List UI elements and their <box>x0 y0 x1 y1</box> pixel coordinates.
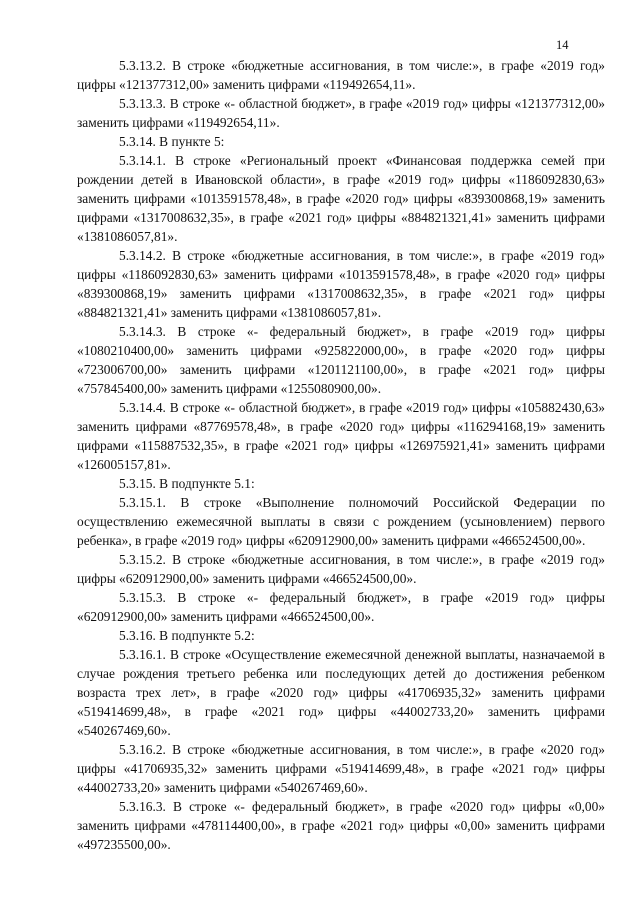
paragraph-5-3-14-1: 5.3.14.1. В строке «Региональный проект «Финансовая поддержка семей при рождении детей в Ивановской области», в графе «2019 год» цифры «1186092830,63» заменить цифрами «1013591578,48», в графе «2020 год» цифры «839300868,19» заменить цифрами «1317008632,35», в графе «2021 год» цифры «884821321,41» заменить цифрами «1381086057,81». <box>77 153 605 244</box>
paragraph-5-3-15-3: 5.3.15.3. В строке «- федеральный бюджет», в графе «2019 год» цифры «620912900,00» заменить цифрами «466524500,00». <box>77 590 605 624</box>
paragraph-5-3-15-1: 5.3.15.1. В строке «Выполнение полномочий Российской Федерации по осуществлению ежемесячной выплаты в связи с рождением (усыновлением) первого ребенка», в графе «2019 год» цифры «620912900,00» заменить цифрами «466524500,00». <box>77 495 605 548</box>
paragraph-5-3-13-3: 5.3.13.3. В строке «- областной бюджет», в графе «2019 год» цифры «121377312,00» заменить цифрами «119492654,11». <box>77 96 605 130</box>
paragraph-5-3-15: 5.3.15. В подпункте 5.1: <box>119 476 255 491</box>
paragraph-5-3-16-2: 5.3.16.2. В строке «бюджетные ассигнования, в том числе:», в графе «2020 год» цифры «41706935,32» заменить цифрами «519414699,48», в графе «2021 год» цифры «44002733,20» заменить цифрами «540267469,60». <box>77 742 605 795</box>
paragraph-5-3-14-4: 5.3.14.4. В строке «- областной бюджет», в графе «2019 год» цифры «105882430,63» заменить цифрами «87769578,48», в графе «2020 год» цифры «116294168,19» заменить цифрами «115887532,35», в графе «2021 год» цифры «126975921,41» заменить цифрами «126005157,81». <box>77 400 605 472</box>
paragraph-5-3-13-2: 5.3.13.2. В строке «бюджетные ассигнования, в том числе:», в графе «2019 год» цифры «121377312,00» заменить цифрами «119492654,11». <box>77 58 605 92</box>
document-body <box>77 56 605 854</box>
paragraph-5-3-14-2: 5.3.14.2. В строке «бюджетные ассигнования, в том числе:», в графе «2019 год» цифры «1186092830,63» заменить цифрами «1013591578,48», в графе «2020 год» цифры «839300868,19» заменить цифрами «1317008632,35», в графе «2021 год» цифры «884821321,41» заменить цифрами «1381086057,81». <box>77 248 605 320</box>
paragraph-5-3-14: 5.3.14. В пункте 5: <box>119 134 225 149</box>
paragraph-5-3-14-3: 5.3.14.3. В строке «- федеральный бюджет», в графе «2019 год» цифры «1080210400,00» заменить цифрами «925822000,00», в графе «2020 год» цифры «723006700,00» заменить цифрами «1201121100,00», в графе «2021 год» цифры «757845400,00» заменить цифрами «1255080900,00». <box>77 324 605 396</box>
paragraph-5-3-16-3: 5.3.16.3. В строке «- федеральный бюджет», в графе «2020 год» цифры «0,00» заменить цифрами «478114400,00», в графе «2021 год» цифры «0,00» заменить цифрами «497235500,00». <box>77 799 605 852</box>
paragraph-5-3-15-2: 5.3.15.2. В строке «бюджетные ассигнования, в том числе:», в графе «2019 год» цифры «620912900,00» заменить цифрами «466524500,00». <box>77 552 605 586</box>
paragraph-5-3-16-1: 5.3.16.1. В строке «Осуществление ежемесячной денежной выплаты, назначаемой в случае рождения третьего ребенка или последующих детей до достижения ребенком возраста трех лет», в графе «2020 год» цифры «41706935,32» заменить цифрами «519414699,48», в графе «2021 год» цифры «44002733,20» заменить цифрами «540267469,60». <box>77 647 605 738</box>
page-number: 14 <box>556 38 569 52</box>
paragraph-5-3-16: 5.3.16. В подпункте 5.2: <box>119 628 255 643</box>
